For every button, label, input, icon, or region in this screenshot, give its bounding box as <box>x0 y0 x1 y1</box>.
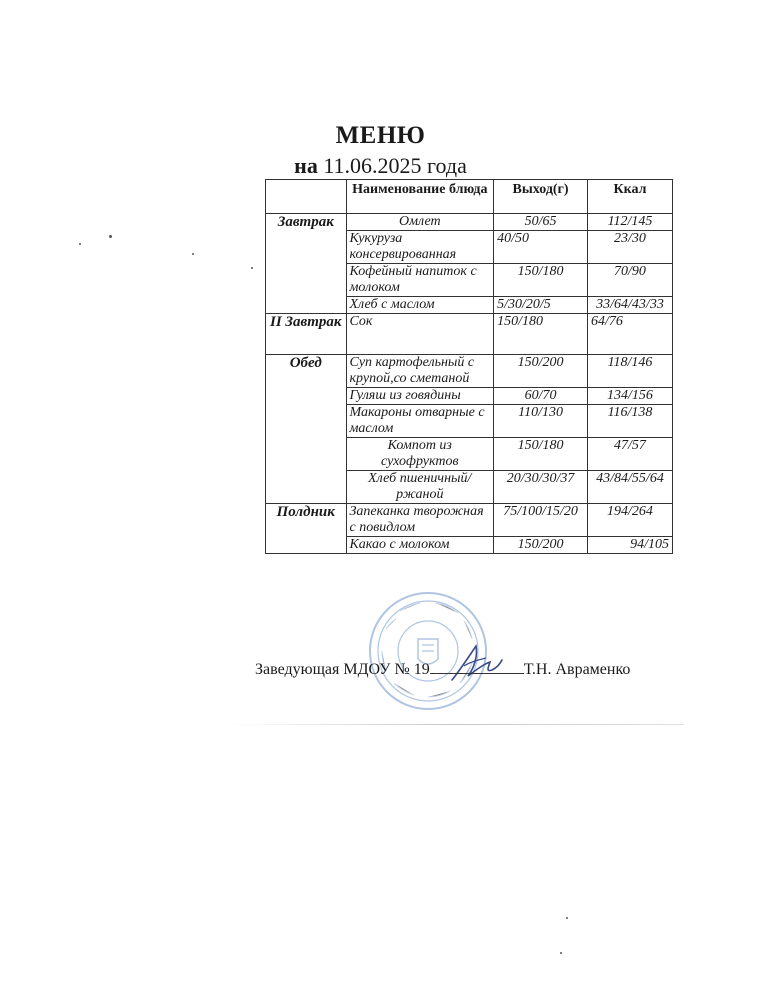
output-cell: 5/30/20/5 <box>494 297 588 314</box>
output-cell: 60/70 <box>494 388 588 405</box>
table-row <box>266 314 673 355</box>
dish-cell: Кофейный напиток с молоком <box>346 264 494 297</box>
scan-speck <box>79 243 81 245</box>
kcal-cell: 94/105 <box>588 537 673 554</box>
table-row <box>266 214 673 231</box>
date-value: 11.06.2025 года <box>323 153 467 178</box>
meal-label: II Завтрак <box>266 314 347 355</box>
dish-cell: Кукуруза консервированная <box>346 231 494 264</box>
menu-title: МЕНЮ <box>335 122 426 149</box>
scan-speck <box>560 952 562 954</box>
output-cell: 150/180 <box>494 264 588 297</box>
kcal-cell: 194/264 <box>588 504 673 537</box>
menu-date <box>0 153 761 179</box>
dish-cell: Хлеб с маслом <box>346 297 494 314</box>
meal-label: Обед <box>266 355 347 504</box>
dish-cell: Суп картофельный с крупой,со сметаной <box>346 355 494 388</box>
scan-speck <box>109 235 112 238</box>
dish-cell: Гуляш из говядины <box>346 388 494 405</box>
header-meal <box>266 180 347 214</box>
menu-table <box>265 179 673 554</box>
meal-label: Полдник <box>266 504 347 554</box>
meal-label: Завтрак <box>266 214 347 314</box>
scan-speck <box>566 917 568 919</box>
date-prefix: на <box>294 153 318 178</box>
output-cell: 110/130 <box>494 405 588 438</box>
kcal-cell: 70/90 <box>588 264 673 297</box>
kcal-cell: 43/84/55/64 <box>588 471 673 504</box>
scan-speck <box>192 253 194 255</box>
header-output: Выход(г) <box>494 180 588 214</box>
dish-cell: Хлеб пшеничный/ржаной <box>346 471 494 504</box>
output-cell: 150/180 <box>494 438 588 471</box>
signatory-name: Т.Н. Авраменко <box>523 661 631 678</box>
kcal-cell: 134/156 <box>588 388 673 405</box>
dish-cell: Запеканка творожная с повидлом <box>346 504 494 537</box>
table-row <box>266 504 673 537</box>
header-kcal: Ккал <box>588 180 673 214</box>
output-cell: 150/200 <box>494 355 588 388</box>
kcal-cell: 112/145 <box>588 214 673 231</box>
table-row <box>266 355 673 388</box>
kcal-cell: 33/64/43/33 <box>588 297 673 314</box>
output-cell: 75/100/15/20 <box>494 504 588 537</box>
signatory-position: Заведующая МДОУ № 19 <box>255 661 430 678</box>
dish-cell: Омлет <box>346 214 494 231</box>
output-cell: 20/30/30/37 <box>494 471 588 504</box>
output-cell: 150/200 <box>494 537 588 554</box>
dish-cell: Компот из сухофруктов <box>346 438 494 471</box>
signature-line <box>430 659 524 674</box>
output-cell: 50/65 <box>494 214 588 231</box>
dish-cell: Сок <box>346 314 494 355</box>
kcal-cell: 118/146 <box>588 355 673 388</box>
signature-block <box>255 659 630 679</box>
table-header-row <box>266 180 673 214</box>
header-dish: Наименование блюда <box>346 180 494 214</box>
kcal-cell: 23/30 <box>588 231 673 264</box>
output-cell: 150/180 <box>494 314 588 355</box>
dish-cell: Какао с молоком <box>346 537 494 554</box>
kcal-cell: 116/138 <box>588 405 673 438</box>
kcal-cell: 64/76 <box>588 314 673 355</box>
dish-cell: Макароны отварные с маслом <box>346 405 494 438</box>
kcal-cell: 47/57 <box>588 438 673 471</box>
scan-line <box>222 724 684 725</box>
scan-speck <box>251 267 253 269</box>
output-cell: 40/50 <box>494 231 588 264</box>
